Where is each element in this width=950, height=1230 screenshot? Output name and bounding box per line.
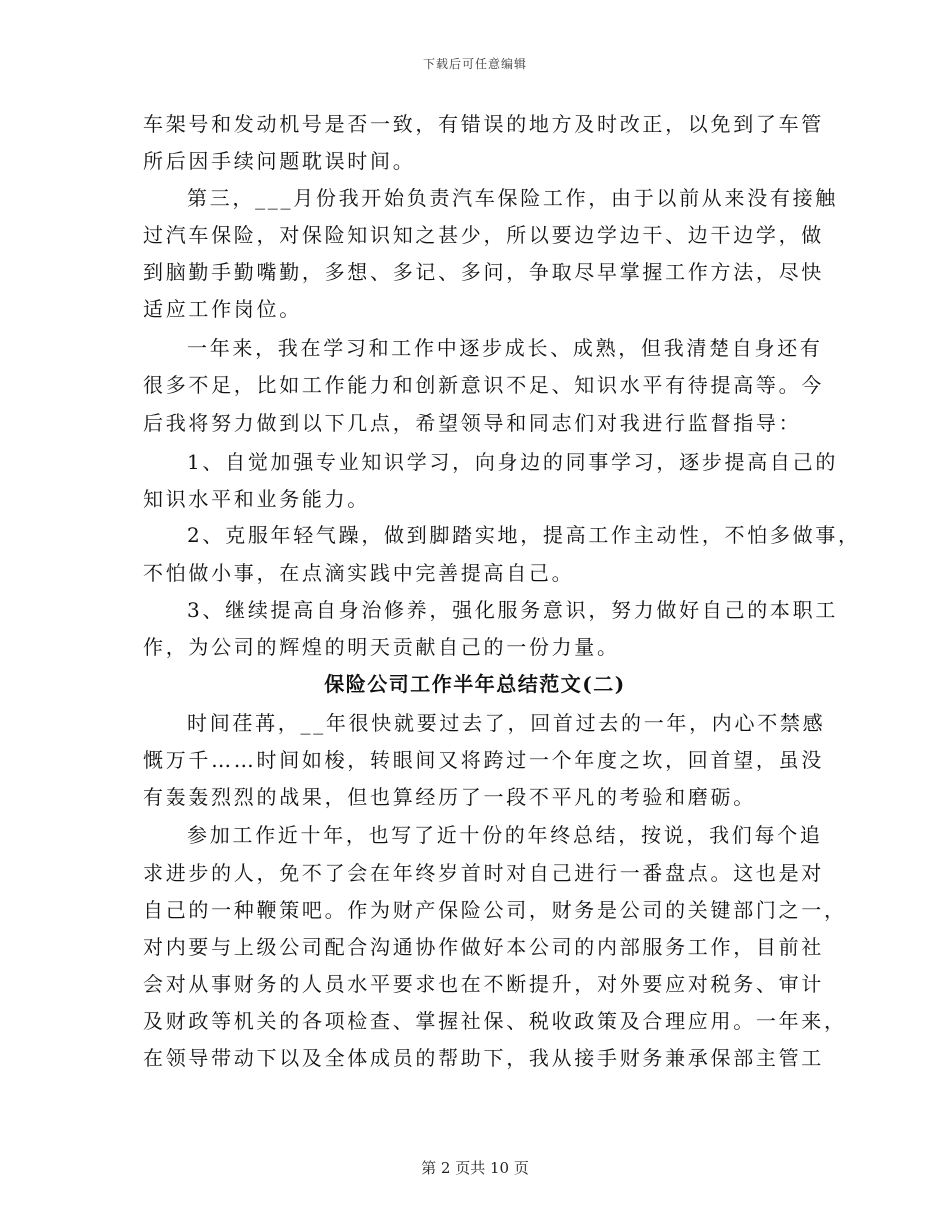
text-line: 求进步的人，免不了会在年终岁首时对自己进行一番盘点。这也是对 <box>143 861 824 885</box>
text-line: 参加工作近十年，也写了近十份的年终总结，按说，我们每个追 <box>187 823 823 847</box>
text-line: 有轰轰烈烈的战果，但也算经历了一段不平凡的考验和磨砺。 <box>143 785 756 809</box>
text-line: 所后因手续问题耽误时间。 <box>143 149 416 173</box>
text-line: 到脑勤手勤嘴勤，多想、多记、多问，争取尽早掌握工作方法，尽快 <box>143 260 824 284</box>
text-line: 不怕做小事，在点滴实践中完善提高自己。 <box>143 561 575 585</box>
text-line: 第三，___月份我开始负责汽车保险工作，由于以前从来没有接触 <box>187 186 838 210</box>
text-line: 时间荏苒，__年很快就要过去了，回首过去的一年，内心不禁感 <box>187 711 826 735</box>
text-line: 车架号和发动机号是否一致，有错误的地方及时改正，以免到了车管 <box>143 112 824 136</box>
text-line: 慨万千……时间如梭，转眼间又将跨过一个年度之坎，回首望，虽没 <box>143 748 824 772</box>
text-line: 知识水平和业务能力。 <box>143 487 370 511</box>
text-line: 及财政等机关的各项检查、掌握社保、税收政策及合理应用。一年来， <box>143 1009 847 1033</box>
text-line: 过汽车保险，对保险知识知之甚少，所以要边学边干、边干边学，做 <box>143 223 824 247</box>
text-line: 会对从事财务的人员水平要求也在不断提升，对外要应对税务、审计 <box>143 972 824 996</box>
text-line: 适应工作岗位。 <box>143 297 302 321</box>
text-line: 1、自觉加强专业知识学习，向身边的同事学习，逐步提高自己的 <box>187 450 839 474</box>
text-line: 2、克服年轻气躁，做到脚踏实地，提高工作主动性，不怕多做事， <box>187 523 861 547</box>
text-line: 3、继续提高自身治修养，强化服务意识，努力做好自己的本职工 <box>187 598 839 622</box>
page-footer: 第 2 页共 10 页 <box>421 1159 529 1177</box>
section-title: 保险公司工作半年总结范文(二) <box>324 672 626 696</box>
text-line: 很多不足，比如工作能力和创新意识不足、知识水平有待提高等。今 <box>143 373 824 397</box>
text-line: 作，为公司的辉煌的明天贡献自己的一份力量。 <box>143 635 620 659</box>
page-header-note: 下载后可任意编辑 <box>422 57 527 71</box>
text-line: 一年来，我在学习和工作中逐步成长、成熟，但我清楚自身还有 <box>187 336 823 360</box>
text-line: 在领导带动下以及全体成员的帮助下，我从接手财务兼承保部主管工 <box>143 1046 824 1070</box>
text-line: 自己的一种鞭策吧。作为财产保险公司，财务是公司的关键部门之一， <box>143 898 847 922</box>
text-line: 对内要与上级公司配合沟通协作做好本公司的内部服务工作，目前社 <box>143 935 824 959</box>
text-line: 后我将努力做到以下几点，希望领导和同志们对我进行监督指导： <box>143 411 802 435</box>
